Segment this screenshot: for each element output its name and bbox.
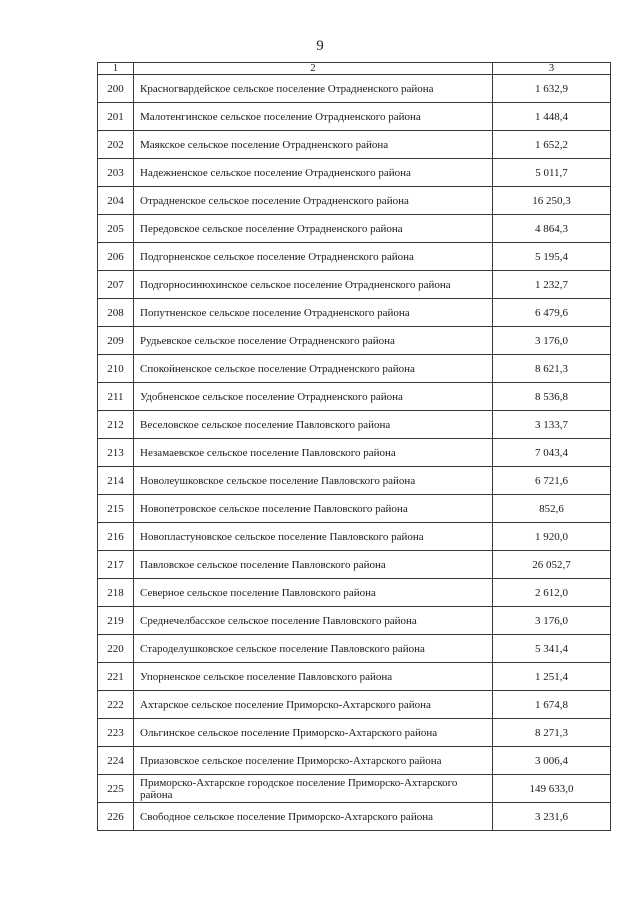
settlement-name: Среднечелбасское сельское поселение Павловского района	[134, 607, 493, 635]
row-number: 218	[98, 579, 134, 607]
header-col-3: 3	[493, 63, 611, 75]
settlement-name: Павловское сельское поселение Павловского района	[134, 551, 493, 579]
table-row	[98, 607, 611, 635]
settlement-name: Удобненское сельское поселение Отрадненского района	[134, 383, 493, 411]
row-number: 200	[98, 75, 134, 103]
amount-value: 8 271,3	[493, 719, 611, 747]
header-col-2: 2	[134, 63, 493, 75]
row-number: 206	[98, 243, 134, 271]
amount-value: 149 633,0	[493, 775, 611, 803]
amount-value: 1 652,2	[493, 131, 611, 159]
settlement-name: Новопетровское сельское поселение Павловского района	[134, 495, 493, 523]
row-number: 219	[98, 607, 134, 635]
amount-value: 3 176,0	[493, 607, 611, 635]
row-number: 226	[98, 803, 134, 831]
table-row	[98, 187, 611, 215]
amount-value: 8 621,3	[493, 355, 611, 383]
amount-value: 7 043,4	[493, 439, 611, 467]
page-number: 9	[316, 38, 324, 54]
settlement-name: Упорненское сельское поселение Павловского района	[134, 663, 493, 691]
settlement-name: Веселовское сельское поселение Павловского района	[134, 411, 493, 439]
table-row	[98, 775, 611, 803]
settlement-name: Приазовское сельское поселение Приморско-Ахтарского района	[134, 747, 493, 775]
table-row	[98, 467, 611, 495]
settlement-name: Малотенгинское сельское поселение Отрадненского района	[134, 103, 493, 131]
row-number: 216	[98, 523, 134, 551]
amount-value: 3 176,0	[493, 327, 611, 355]
amount-value: 1 920,0	[493, 523, 611, 551]
table-row	[98, 75, 611, 103]
settlement-name: Новолеушковское сельское поселение Павловского района	[134, 467, 493, 495]
row-number: 210	[98, 355, 134, 383]
row-number: 214	[98, 467, 134, 495]
settlement-name: Приморско-Ахтарское городское поселение Приморско-Ахтарского района	[134, 775, 493, 803]
amount-value: 3 133,7	[493, 411, 611, 439]
row-number: 220	[98, 635, 134, 663]
table-row	[98, 383, 611, 411]
row-number: 203	[98, 159, 134, 187]
amount-value: 6 479,6	[493, 299, 611, 327]
settlement-name: Передовское сельское поселение Отрадненского района	[134, 215, 493, 243]
amount-value: 26 052,7	[493, 551, 611, 579]
row-number: 204	[98, 187, 134, 215]
settlement-name: Северное сельское поселение Павловского района	[134, 579, 493, 607]
table-body	[98, 63, 611, 831]
amount-value: 1 674,8	[493, 691, 611, 719]
table-row	[98, 159, 611, 187]
settlement-name: Спокойненское сельское поселение Отрадненского района	[134, 355, 493, 383]
row-number: 208	[98, 299, 134, 327]
amount-value: 5 195,4	[493, 243, 611, 271]
table-row	[98, 803, 611, 831]
table-row	[98, 299, 611, 327]
row-number: 207	[98, 271, 134, 299]
row-number: 224	[98, 747, 134, 775]
table-row	[98, 271, 611, 299]
amount-value: 8 536,8	[493, 383, 611, 411]
amount-value: 5 341,4	[493, 635, 611, 663]
table-header-row	[98, 63, 611, 75]
table-row	[98, 579, 611, 607]
amount-value: 1 448,4	[493, 103, 611, 131]
table-row	[98, 719, 611, 747]
settlement-name: Красногвардейское сельское поселение Отрадненского района	[134, 75, 493, 103]
settlement-name: Попутненское сельское поселение Отрадненского района	[134, 299, 493, 327]
table-row	[98, 215, 611, 243]
amount-value: 5 011,7	[493, 159, 611, 187]
table-row	[98, 439, 611, 467]
table-row	[98, 103, 611, 131]
amount-value: 2 612,0	[493, 579, 611, 607]
amount-value: 3 006,4	[493, 747, 611, 775]
row-number: 222	[98, 691, 134, 719]
table-row	[98, 243, 611, 271]
row-number: 215	[98, 495, 134, 523]
row-number: 205	[98, 215, 134, 243]
row-number: 211	[98, 383, 134, 411]
table-row	[98, 327, 611, 355]
settlement-name: Новопластуновское сельское поселение Павловского района	[134, 523, 493, 551]
header-col-1: 1	[98, 63, 134, 75]
settlement-name: Маякское сельское поселение Отрадненского района	[134, 131, 493, 159]
table-row	[98, 691, 611, 719]
amount-value: 3 231,6	[493, 803, 611, 831]
settlement-name: Свободное сельское поселение Приморско-Ахтарского района	[134, 803, 493, 831]
settlement-name: Ольгинское сельское поселение Приморско-Ахтарского района	[134, 719, 493, 747]
amount-value: 6 721,6	[493, 467, 611, 495]
amount-value: 852,6	[493, 495, 611, 523]
settlement-name: Подгорносинюхинское сельское поселение Отрадненского района	[134, 271, 493, 299]
amount-value: 1 251,4	[493, 663, 611, 691]
table-row	[98, 663, 611, 691]
table-row	[98, 355, 611, 383]
amount-value: 1 632,9	[493, 75, 611, 103]
table-row	[98, 495, 611, 523]
table-row	[98, 551, 611, 579]
settlement-name: Староделушковское сельское поселение Павловского района	[134, 635, 493, 663]
row-number: 217	[98, 551, 134, 579]
row-number: 209	[98, 327, 134, 355]
amount-value: 4 864,3	[493, 215, 611, 243]
settlements-table	[97, 62, 611, 831]
row-number: 202	[98, 131, 134, 159]
row-number: 225	[98, 775, 134, 803]
amount-value: 1 232,7	[493, 271, 611, 299]
row-number: 221	[98, 663, 134, 691]
table-row	[98, 635, 611, 663]
table-row	[98, 747, 611, 775]
settlement-name: Подгорненское сельское поселение Отрадненского района	[134, 243, 493, 271]
settlement-name: Незамаевское сельское поселение Павловского района	[134, 439, 493, 467]
row-number: 201	[98, 103, 134, 131]
table-row	[98, 131, 611, 159]
settlement-name: Рудьевское сельское поселение Отрадненского района	[134, 327, 493, 355]
settlement-name: Ахтарское сельское поселение Приморско-Ахтарского района	[134, 691, 493, 719]
settlement-name: Надежненское сельское поселение Отрадненского района	[134, 159, 493, 187]
table-row	[98, 411, 611, 439]
amount-value: 16 250,3	[493, 187, 611, 215]
row-number: 213	[98, 439, 134, 467]
row-number: 212	[98, 411, 134, 439]
table-row	[98, 523, 611, 551]
row-number: 223	[98, 719, 134, 747]
settlement-name: Отрадненское сельское поселение Отрадненского района	[134, 187, 493, 215]
